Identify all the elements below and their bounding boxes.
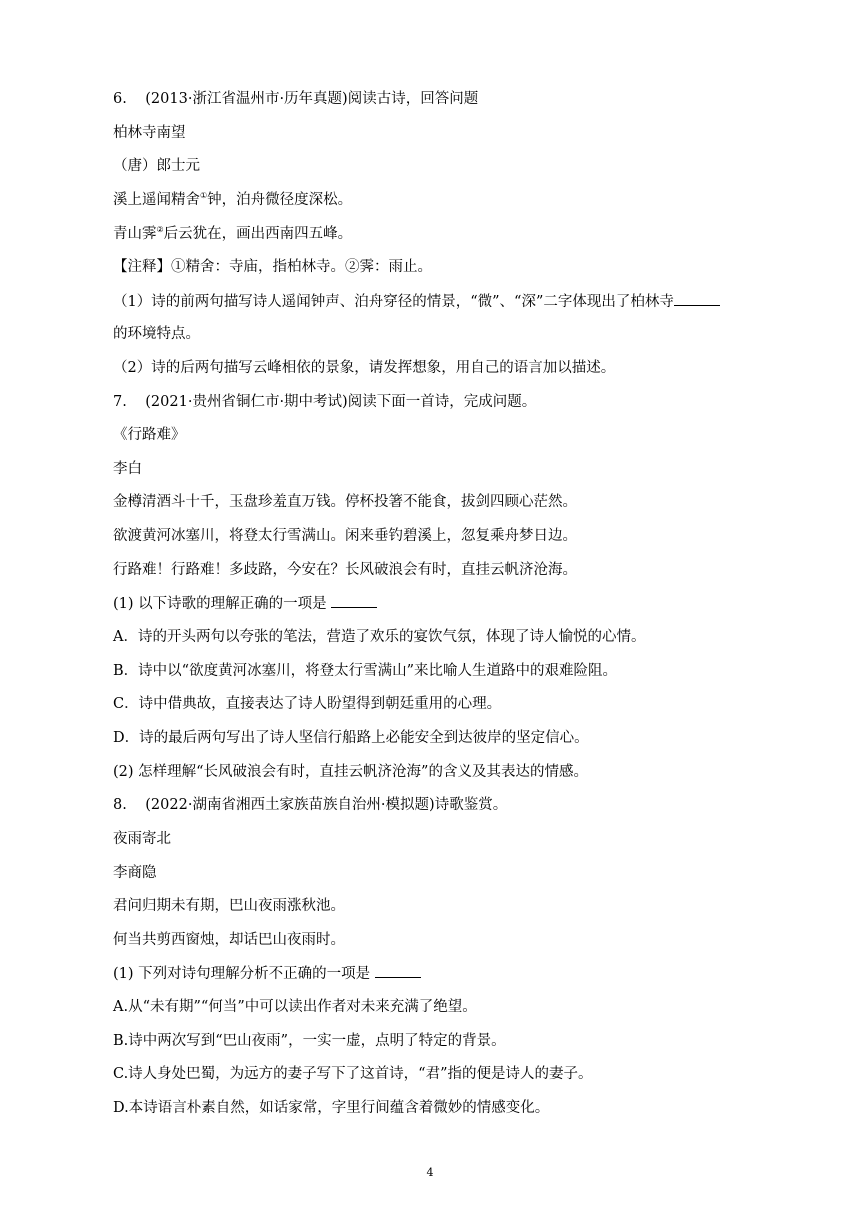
- q6-line2-text-b: 后云犹在，画出西南四五峰。: [163, 226, 353, 242]
- q6-line1-text-b: 钟，泊舟微径度深松。: [207, 192, 353, 208]
- q7-option-d: D．诗的最后两句写出了诗人坚信行船路上必能安全到达彼岸的坚定信心。: [113, 730, 589, 746]
- page-number: 4: [426, 1166, 434, 1179]
- q6-author: （唐）郎士元: [113, 158, 200, 174]
- q7-poem-title: 《行路难》: [113, 427, 186, 443]
- q6-poem-line-2: [113, 224, 352, 244]
- q6-sub1-text: （1）诗的前两句描写诗人遥闻钟声、泊舟穿径的情景，“微”、“深”二字体现出了柏林寺: [113, 294, 674, 310]
- q7-sub1-text: (1) 以下诗歌的理解正确的一项是: [113, 596, 332, 612]
- q8-poem-line-1: 君问归期未有期，巴山夜雨涨秋池。: [113, 898, 345, 914]
- q7-poem-line-1: 金樽清酒斗十千，玉盘珍羞直万钱。停杯投箸不能食，拔剑四顾心茫然。: [113, 494, 577, 510]
- q7-option-c: C．诗中借典故，直接表达了诗人盼望得到朝廷重用的心理。: [113, 696, 502, 712]
- q8-option-d: D.本诗语言朴素自然，如话家常，字里行间蕴含着微妙的情感变化。: [113, 1100, 550, 1116]
- q7-option-a: A．诗的开头两句以夸张的笔法，营造了欢乐的宴饮气氛，体现了诗人愉悦的心情。: [113, 629, 646, 645]
- q8-option-a: A.从“未有期”“何当”中可以读出作者对未来充满了绝望。: [113, 999, 477, 1015]
- answer-blank[interactable]: [375, 963, 421, 978]
- q6-line2-text-a: 青山霁: [113, 226, 157, 242]
- q7-subquestion-1: [113, 593, 377, 614]
- q6-header: 6. (2013·浙江省温州市·历年真题)阅读古诗，回答问题: [113, 91, 479, 107]
- q7-poem-line-2: 欲渡黄河冰塞川，将登太行雪满山。闲来垂钓碧溪上，忽复乘舟梦日边。: [113, 528, 577, 544]
- answer-blank[interactable]: [674, 291, 720, 306]
- q8-header: 8. (2022·湖南省湘西土家族苗族自治州·模拟题)诗歌鉴赏。: [113, 797, 508, 813]
- q7-header: 7. (2021·贵州省铜仁市·期中考试)阅读下面一首诗，完成问题。: [113, 394, 537, 410]
- answer-blank[interactable]: [331, 593, 377, 608]
- q6-poem-title: 柏林寺南望: [113, 125, 186, 141]
- q6-subquestion-2: （2）诗的后两句描写云峰相依的景象，请发挥想象，用自己的语言加以描述。: [113, 360, 616, 376]
- q6-note: 【注释】①精舍：寺庙，指柏林寺。②霁：雨止。: [113, 259, 432, 275]
- q8-option-c: C.诗人身处巴蜀，为远方的妻子写下了这首诗，“君”指的便是诗人的妻子。: [113, 1066, 593, 1082]
- q6-subquestion-1-cont: 的环境特点。: [113, 326, 200, 342]
- q7-poem-line-3: 行路难！行路难！多歧路，今安在？长风破浪会有时，直挂云帆济沧海。: [113, 562, 577, 578]
- q7-author: 李白: [113, 461, 142, 477]
- q8-subquestion-1: [113, 963, 421, 984]
- q7-subquestion-2: (2) 怎样理解“长风破浪会有时，直挂云帆济沧海”的含义及其表达的情感。: [113, 764, 588, 780]
- q8-poem-title: 夜雨寄北: [113, 831, 171, 847]
- q6-line1-text-a: 溪上遥闻精舍: [113, 192, 200, 208]
- q8-option-b: B.诗中两次写到“巴山夜雨”，一实一虚，点明了特定的背景。: [113, 1033, 506, 1049]
- q6-poem-line-1: [113, 190, 352, 210]
- q8-poem-line-2: 何当共剪西窗烛，却话巴山夜雨时。: [113, 932, 345, 948]
- q6-subquestion-1: [113, 291, 720, 312]
- q8-author: 李商隐: [113, 865, 157, 881]
- q6-line2-note-mark: ②: [156, 225, 164, 235]
- q7-option-b: B．诗中以“欲度黄河冰塞川，将登太行雪满山”来比喻人生道路中的艰难险阻。: [113, 663, 617, 679]
- q8-sub1-text: (1) 下列对诗句理解分析不正确的一项是: [113, 966, 375, 982]
- q6-line1-note-mark: ①: [200, 191, 208, 201]
